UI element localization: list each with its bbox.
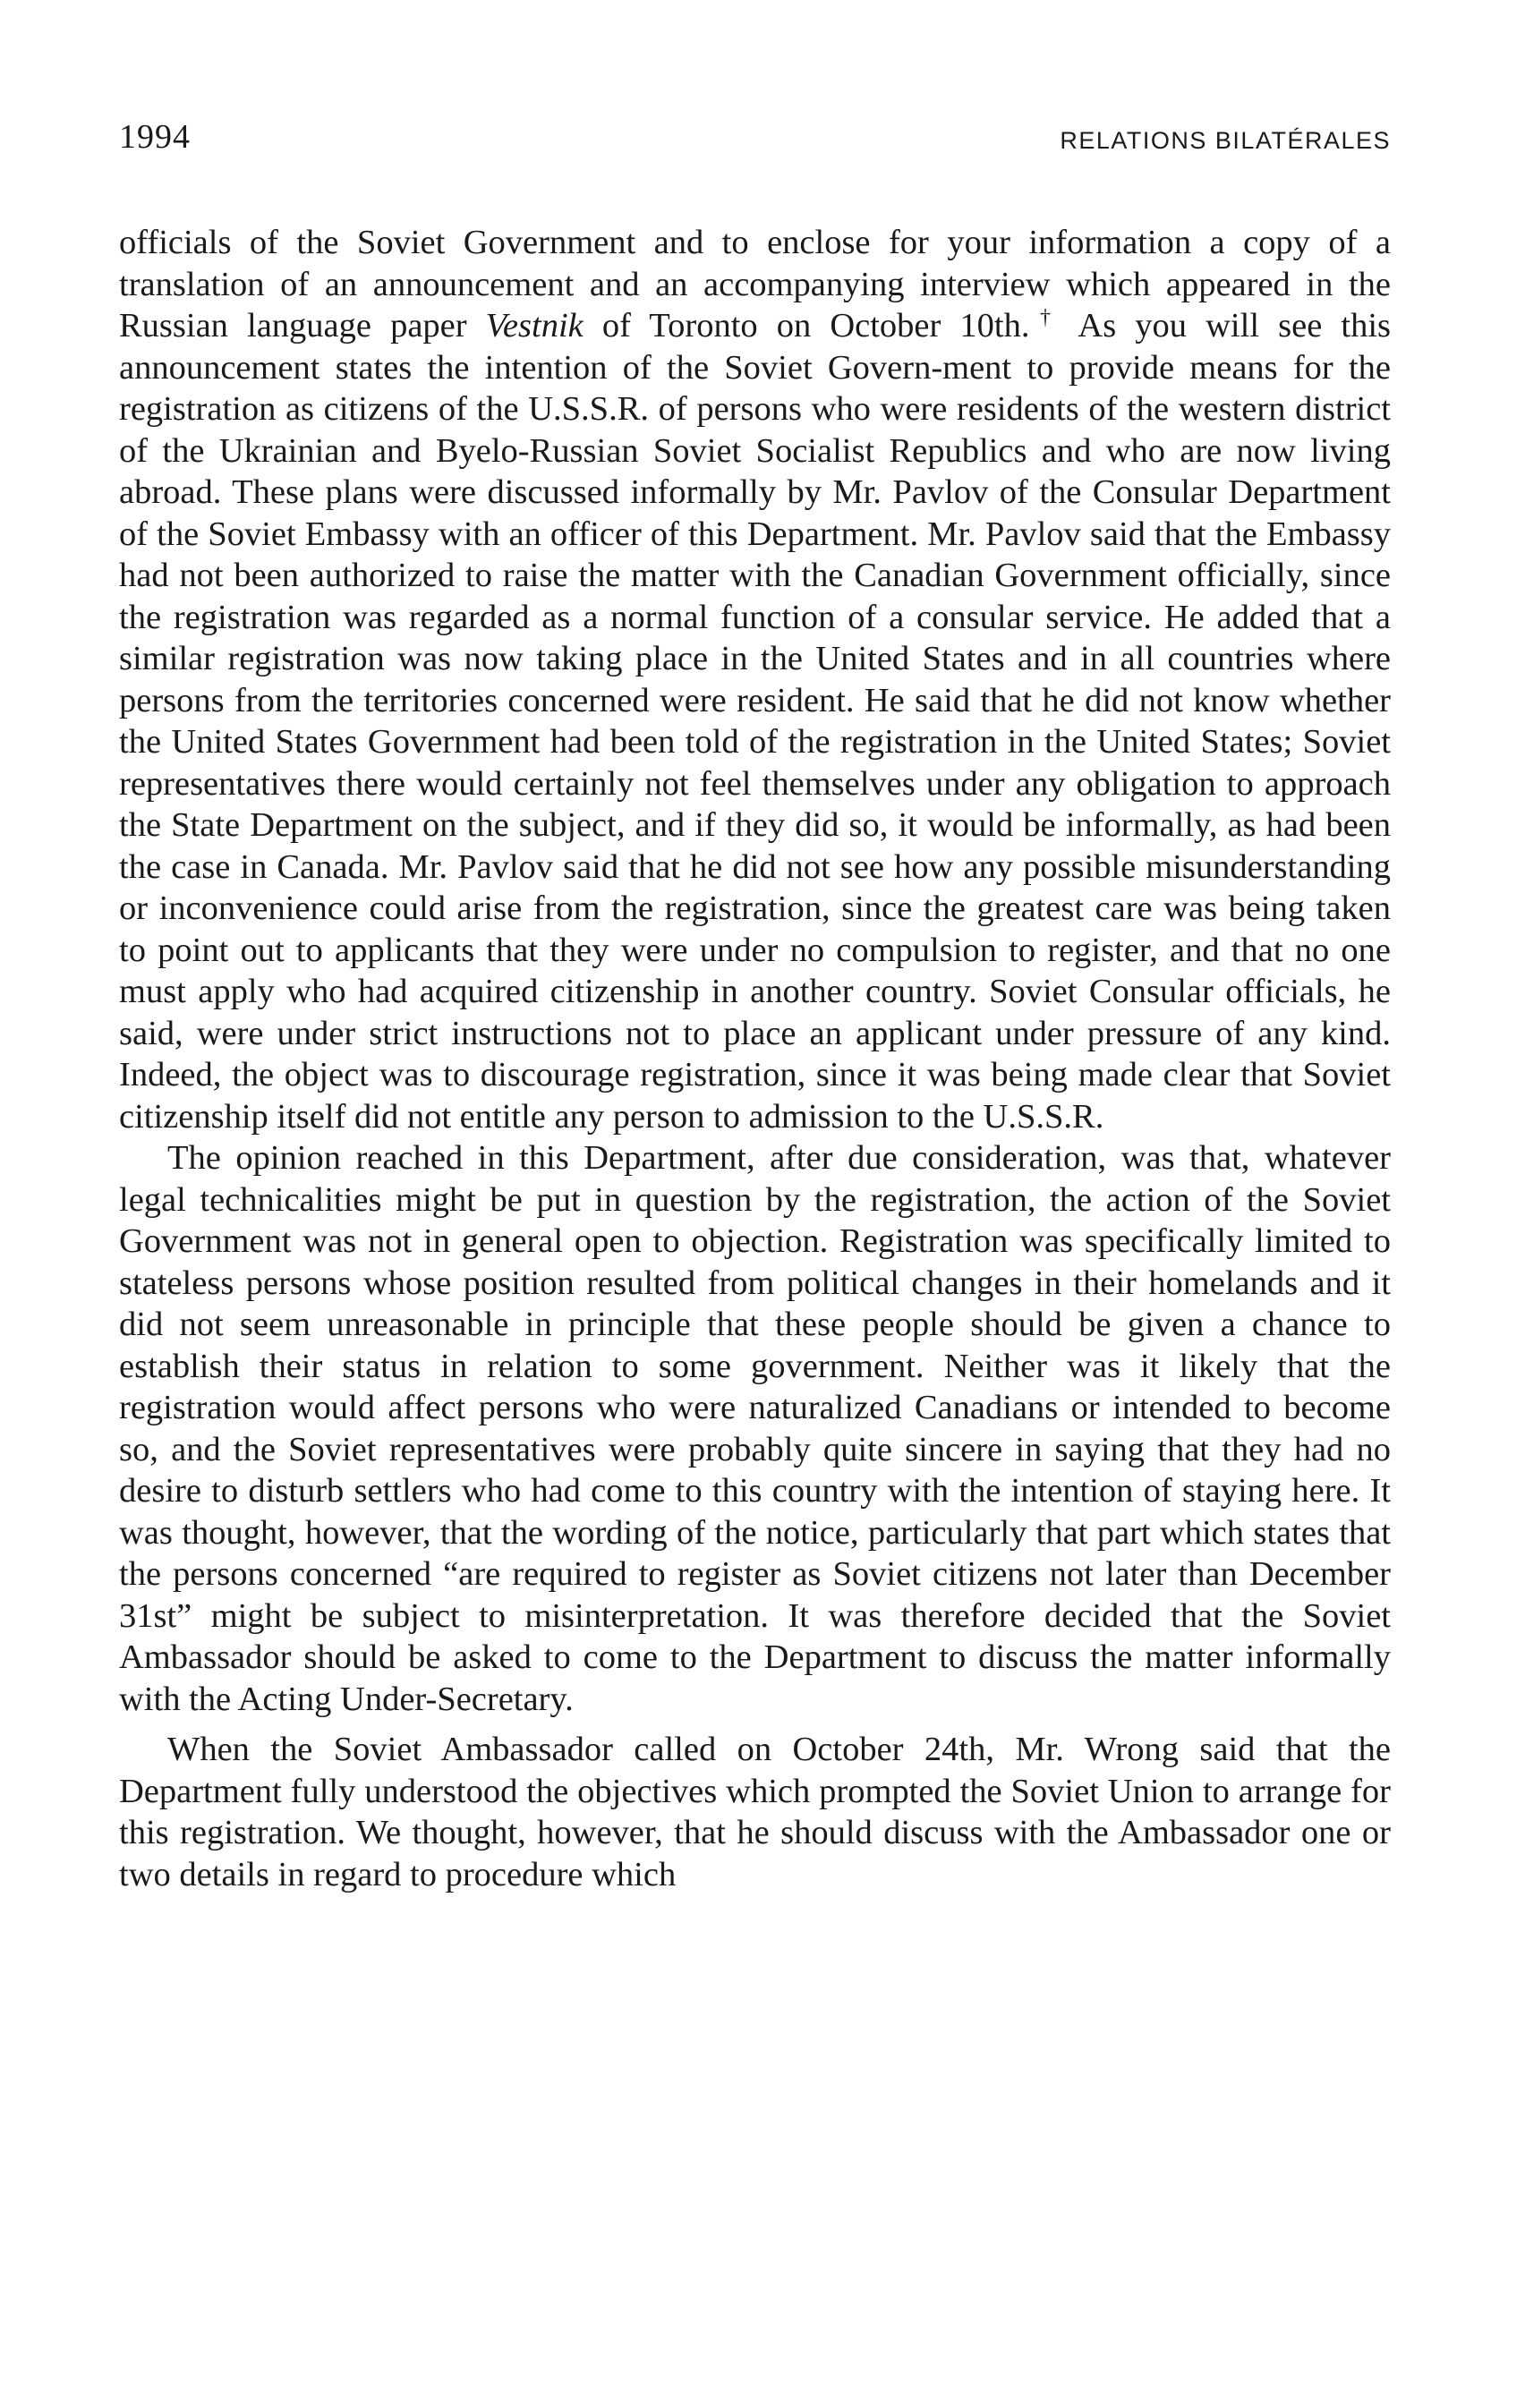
paragraph-1-part-c: As you will see this announcement states the intention of the Soviet Govern-ment to provide means for the registration as citizens of the U.S.S.R. of persons who were residents of the western district of the Ukrainian and Byelo-Russian Soviet Socialist Republics and who are now living abroad. These plans were discussed informally by Mr. Pavlov of the Consular Department of the Soviet Embassy with an officer of this Department. Mr. Pavlov said that the Embassy had not been authorized to raise the matter with the Canadian Government officially, since the registration was regarded as a normal function of a consular service. He added that a similar registration was now taking place in the United States and in all countries where persons from the territories concerned were resident. He said that he did not know whether the United States Government had been told of the registration in the United States; Soviet representatives there would certainly not feel themselves under any obligation to approach the State Department on the subject, and if they did so, it would be informally, as had been the case in Canada. Mr. Pavlov said that he did not see how any possible misunderstanding or inconvenience could arise from the registration, since the greatest care was being taken to point out to applicants that they were under no compulsion to register, and that no one must apply who had acquired citizenship in another country. Soviet Consular officials, he said, were under strict instructions not to place an applicant under pressure of any kind. Indeed, the object was to discourage registration, since it was being made clear that Soviet citizenship itself did not entitle any person to admission to the U.S.S.R. <box>119 307 1391 1136</box>
paragraph-1 <box>119 222 1391 1137</box>
footnote-marker: † <box>1029 306 1061 330</box>
running-head: RELATIONS BILATÉRALES <box>1060 127 1391 154</box>
page-header <box>119 115 1391 159</box>
paragraph-3: When the Soviet Ambassador called on October 24th, Mr. Wrong said that the Department fully understood the objectives which prompted the Soviet Union to arrange for this registration. We thought, however, that he should discuss with the Ambassador one or two details in regard to procedure which <box>119 1731 1391 1893</box>
newspaper-title: Vestnik <box>485 307 584 345</box>
paragraph-1-part-a: officials of the Soviet Government and to enclose for your information a copy of a translation of an announcement and an accompanying interview which appeared in the Russian language paper <box>119 224 1391 345</box>
page-number: 1994 <box>119 118 191 156</box>
paragraph-1-part-b: of Toronto on October 10th. <box>583 307 1030 345</box>
body-text <box>119 222 1391 1895</box>
paragraph-2: The opinion reached in this Department, after due consideration, was that, whatever legal technicalities might be put in question by the registration, the action of the Soviet Government was not in general open to objection. Registration was specifically limited to stateless persons whose position resulted from political changes in their homelands and it did not seem unreasonable in principle that these people should be given a chance to establish their status in relation to some government. Neither was it likely that the registration would affect persons who were naturalized Canadians or intended to become so, and the Soviet representatives were probably quite sincere in saying that they had no desire to disturb settlers who had come to this country with the intention of staying here. It was thought, however, that the wording of the notice, particularly that part which states that the persons concerned “are required to register as Soviet citizens not later than December 31st” might be subject to misinterpretation. It was therefore decided that the Soviet Ambassador should be asked to come to the Department to discuss the matter informally with the Acting Under-Secretary. <box>119 1139 1391 1718</box>
